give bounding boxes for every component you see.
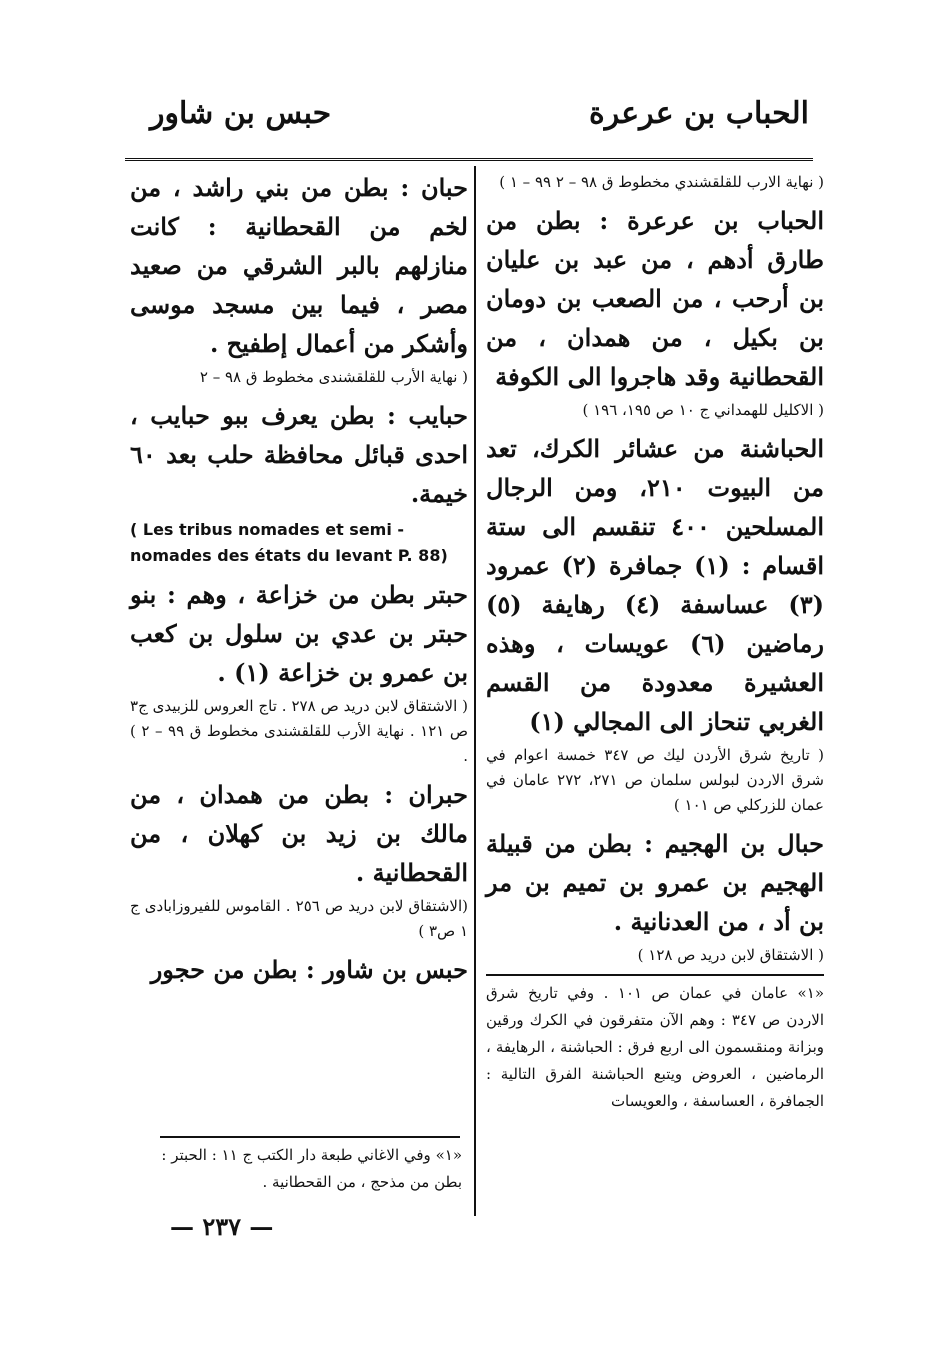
continued-reference: ( نهاية الارب للقلقشندي مخطوط ق ٩٨ – ٢ ٩٩ – ١ ): [499, 173, 824, 191]
footnote-left-container: [140, 1142, 462, 1196]
entry-habs: حبس بن شاور : بطن من حجور: [150, 955, 468, 984]
entry-hibal-reference: ( الاشتقاق لابن دريد ص ١٢٨ ): [637, 946, 824, 964]
entry-habbab: الحباب بن عرعرة : بطن من طارق أدهم ، من عبد بن عليان بن أرحب ، من الصعب بن دومان بن بكيل ، من همدان ، من القحطانية وقد هاجروا الى الكوفة: [486, 206, 824, 391]
page-number: — ٢٣٧ —: [170, 1212, 274, 1241]
footnote-right: «١» عامان في عمان ص ١٠١ . وفي تاريخ شرق الاردن ص ٣٤٧ : وهم الآن متفرقون في الكرك ورقين وبزانة ومنقسمون الى اربع فرق : الحباشنة ، الرهايفة ، الرماضين ، العروض ويتبع الحباشنة الفرق التالية : الجمافرة ، العساسفة ، والعويسات: [486, 984, 824, 1110]
entry-hubran-reference: (الاشتقاق لابن دريد ص ٢٥٦ . القاموس للفيروزابادى ج ١ ص٣ ): [130, 897, 469, 940]
column-divider: [474, 166, 476, 1216]
entry-habashna-reference: ( تاريخ شرق الأردن ليك ص ٣٤٧ خمسة اعوام في شرق الاردن لبولس سلمان ص ٢٧١، ٢٧٢ عامان في عمان للزركلي ص ١٠١ ): [486, 746, 825, 814]
footnote-rule-right: [486, 974, 824, 976]
right-column: [486, 168, 824, 1115]
footnote-left: «١» وفي الاغاني طبعة دار الكتب ج ١١ : الحبتر : بطن من مذحج ، من القحطانية .: [161, 1146, 462, 1191]
entry-habayib-reference: ( Les tribus nomades et semi - nomades des états du Ievant P. 88): [130, 520, 448, 565]
entry-habashna: الحباشنة من عشائر الكرك، تعد من البيوت ٢١٠، ومن الرجال المسلحين ٤٠٠ تنقسم الى ستة اقسام : (١) جمافرة (٢) عمرود (٣) عساسفة (٤) رهايفة (٥) رماضين (٦) عويسات ، وهذه العشيرة معدودة من القسم الغربي تنحاز الى المجالي (١): [486, 434, 825, 736]
running-header-right: الحباب بن عرعرة: [589, 96, 809, 131]
entry-habtar: حبتر بطن من خزاعة ، وهم : بنو حبتر بن عدي بن سلول بن كعب بن عمرو بن خزاعة (١) .: [130, 580, 468, 687]
footnote-rule-left: [160, 1136, 460, 1138]
entry-habtar-reference: ( الاشتقاق لابن دريد ص ٢٧٨ . تاج العروس للزبيدى ج٣ ص ١٢١ . نهاية الأرب للقلقشندى مخطوط ق ٩٩ – ٢ ) .: [130, 697, 469, 765]
entry-hubran: حبران : بطن من همدان ، من مالك بن زيد بن كهلان ، من القحطانية .: [130, 780, 468, 887]
entry-habayib: حبايب : بطن يعرف ببو حبايب ، احدى قبائل محافظة حلب بعد ٦٠ خيمة.: [130, 401, 468, 508]
entry-habbab-reference: ( الاكليل للهمداني ج ١٠ ص ١٩٥، ١٩٦ ): [582, 401, 824, 419]
left-column: [130, 168, 468, 989]
header-rule: [125, 158, 813, 161]
entry-hubban-reference: ( نهاية الأرب للقلقشندى مخطوط ق ٩٨ – ٢: [199, 368, 468, 386]
entry-hubban: حبان : بطن من بني راشد ، من لخم من القحطانية : كانت منازلهم بالبر الشرقي من صعيد مصر ، فيما بين مسجد موسى وأشكر من أعمال إطفيح .: [130, 173, 468, 358]
entry-hibal: حبال بن الهجيم : بطن من قبيلة الهجيم بن عمرو بن تميم بن مر بن أد ، من العدنانية .: [486, 829, 824, 936]
running-header-left: حبس بن شاور: [150, 96, 332, 131]
